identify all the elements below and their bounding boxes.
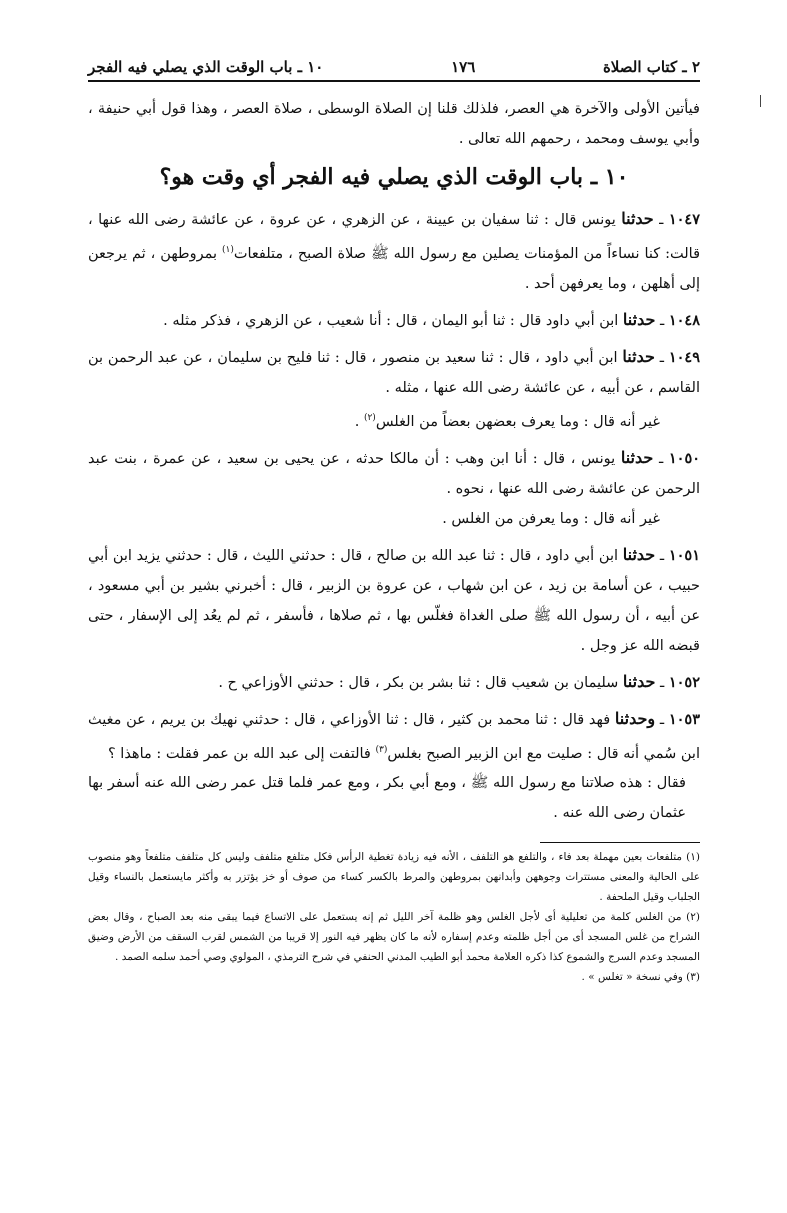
footnote-divider (540, 842, 700, 843)
hadith-1051: ١٠٥١ ـ حدثنا ابن أبي داود ، قال : ثنا عبد الله بن صالح ، قال : حدثني الليث ، قال : حدثني يزيد ابن أبي حبيب ، عن أسامة بن زيد ، عن ابن شهاب ، عن عروة بن الزبير ، قال : أخبرني بشير بن أبي مسعود ، عن أبيه ، أن رسول الله ﷺ صلى الغداة فغلّس بها ، ثم صلاها ، فأسفر ، ثم لم يعُد إلى الإسفار ، حتى قبضه الله عز وجل . (88, 544, 700, 654)
hadith-1047: ١٠٤٧ ـ حدثنا يونس قال : ثنا سفيان بن عيينة ، عن الزهري ، عن عروة ، عن عائشة رضى الله عنها ، قالت: كنا نساءاً من المؤمنات يصلين مع رسول الله ﷺ صلاة الصبح ، متلفعات$^{(١)}$ بمروطهن ، ثم يرجعن إلى أهلهن ، وما يعرفهن أحد . (88, 209, 701, 292)
footnote-1: (١) متلفعات بعين مهملة بعد فاء ، والتلفع هو التلفف ، الأنه فيه زيادة تغطية الرأس فكل متلفع متلفف وليس كل متلفف متلفعاً وهو منصوب على الحالية والمعنى مستترات وجوههن وأبدانهن بمروطهن والمرط بالكسر كساء من صوف أو خز يؤتزر به وأكثر مايستعمل بالنساء وقيل الجلباب وقيل الملحفة . (88, 851, 700, 904)
hadith-1049: ١٠٤٩ ـ حدثنا ابن أبي داود ، قال : ثنا سعيد بن منصور ، قال : ثنا فليح بن سليمان ، عن عبد الرحمن بن القاسم ، عن أبيه ، عن عائشة رضى الله عنها ، مثله . (88, 346, 701, 396)
hadith-1053: ١٠٥٣ ـ وحدثنا فهد قال : ثنا محمد بن كثير ، قال : ثنا الأوزاعي ، قال : حدثني نهيك بن يريم ، عن مغيث ابن سُمي أنه قال : صليت مع ابن الزبير الصبح بغلس$^{(٣)}$ فالتفت إلى عبد الله بن عمر فقلت : ماهذا ؟ (88, 708, 700, 762)
hadith-1048: ١٠٤٨ ـ حدثنا ابن أبي داود قال : ثنا أبو اليمان ، قال : أنا شعيب ، عن الزهري ، فذكر مثله . (163, 309, 700, 329)
closing-paragraph: فقال : هذه صلاتنا مع رسول الله ﷺ ، ومع أبي بكر ، ومع عمر فلما قتل عمر رضى الله عنه أسفر بها عثمان رضى الله عنه . (88, 775, 686, 822)
footnote-3: (٣) وفي نسخة « تغلس » . (581, 971, 700, 984)
running-header (88, 58, 700, 82)
intro-paragraph: فيأتين الأولى والآخرة هي العصر، فلذلك قلنا إن الصلاة الوسطى ، صلاة العصر ، وهذا قول أبي حنيفة ، وأبي يوسف ومحمد ، رحمهم الله تعالى . (88, 101, 700, 147)
document-page (88, 58, 700, 987)
header-chapter: ١٠ ـ باب الوقت الذي يصلي فيه الفجر (88, 58, 324, 76)
page-number: ١٧٦ (451, 58, 476, 76)
footnote-2: (٢) من الغلس كلمة من تعليلية أى لأجل الغلس وهو ظلمة آخر الليل ثم إنه يستعمل على الاتساع فيما يبقى منه بعد الصباح ، وقال بعض الشراح من غلس المسجد أى من أجل ظلمته وعدم إسفاره لأنه ما كان يظهر فيه النور إلا قريبا من الشمس لقرب السقف من الأرض وضيق المسجد وعدم السرج والشموع كذا ذكره العلامة محمد أبو الطيب المدني الحنفي في شرح الترمذي ، المولوي وصي أحمد سلمه الصمد . (88, 911, 700, 964)
hadith-1052: ١٠٥٢ ـ حدثنا سليمان بن شعيب قال : ثنا بشر بن بكر ، قال : حدثني الأوزاعي ح . (218, 671, 700, 691)
chapter-title: ١٠ ـ باب الوقت الذي يصلي فيه الفجر أي وقت هو؟ (159, 164, 629, 190)
variant-note-2: غير أنه قال : وما يعرفن من الغلس . (442, 510, 660, 527)
margin-mark (760, 95, 761, 107)
variant-note-1: غير أنه قال : وما يعرف بعضهن بعضاً من الغلس$^{(٢)}$ . (354, 412, 660, 430)
hadith-1050: ١٠٥٠ ـ حدثنا يونس ، قال : أنا ابن وهب : أن مالكا حدثه ، عن يحيى بن سعيد ، عن عمرة ، بنت عبد الرحمن عن عائشة رضى الله عنها ، نحوه . (88, 447, 701, 497)
header-book: ٢ ـ كتاب الصلاة (602, 58, 700, 76)
